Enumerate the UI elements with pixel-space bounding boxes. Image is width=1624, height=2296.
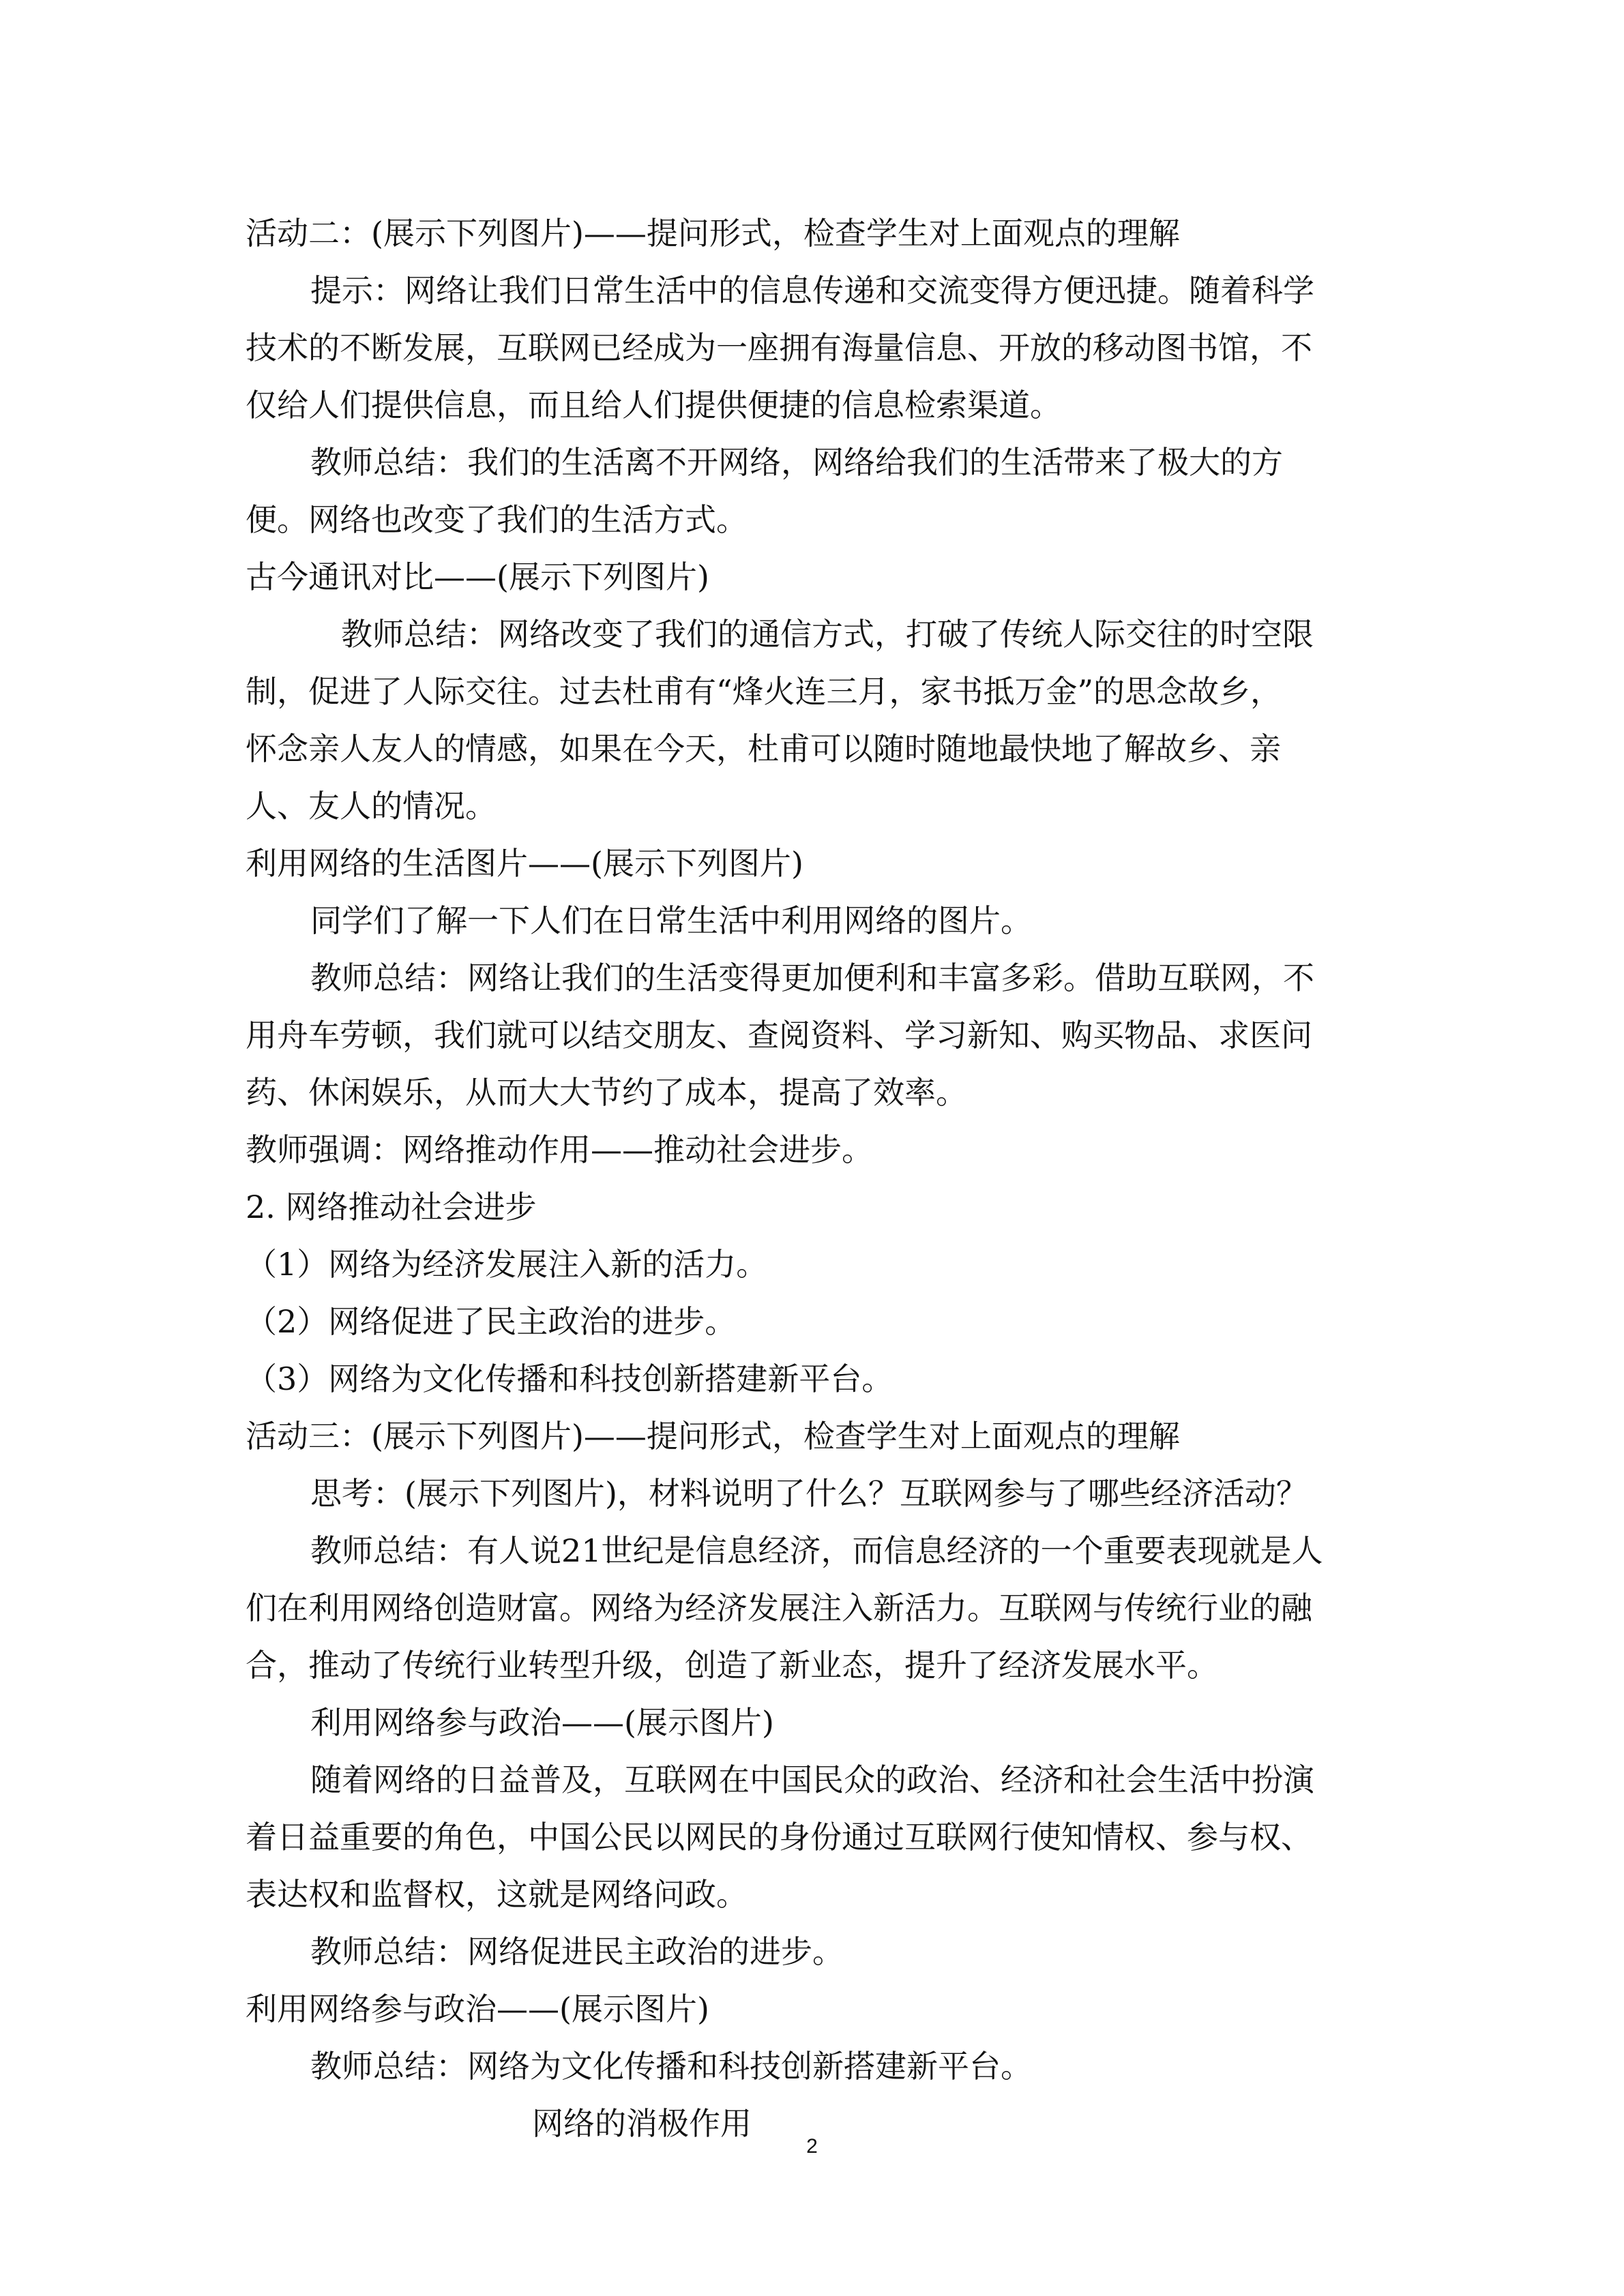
text-line: 提示：网络让我们日常生活中的信息传递和交流变得方便迅捷。随着科学 (310, 272, 1314, 309)
text-line: 古今通讯对比——(展示下列图片) (246, 558, 709, 595)
text-line: 教师总结：网络让我们的生活变得更加便利和丰富多彩。借助互联网，不 (310, 959, 1314, 996)
text-line: 教师总结：网络改变了我们的通信方式，打破了传统人际交往的时空限 (341, 616, 1314, 653)
text-line: 随着网络的日益普及，互联网在中国民众的政治、经济和社会生活中扮演 (310, 1761, 1314, 1798)
text-line: 药、休闲娱乐，从而大大节约了成本，提高了效率。 (246, 1074, 967, 1111)
text-line: 教师总结：网络为文化传播和科技创新搭建新平台。 (310, 2048, 1032, 2085)
text-line: 教师强调：网络推动作用——推动社会进步。 (246, 1131, 873, 1168)
text-line: 们在利用网络创造财富。网络为经济发展注入新活力。互联网与传统行业的融 (246, 1590, 1312, 1626)
text-line: 利用网络参与政治——(展示图片) (246, 1991, 709, 2027)
text-line: 网络的消极作用 (532, 2105, 752, 2142)
text-line: 利用网络的生活图片——(展示下列图片) (246, 845, 803, 882)
text-line: 2. 网络推动社会进步 (246, 1189, 537, 1225)
text-line: 合，推动了传统行业转型升级，创造了新业态，提升了经济发展水平。 (246, 1647, 1218, 1684)
text-line: （3）网络为文化传播和科技创新搭建新平台。 (246, 1360, 894, 1397)
text-line: 教师总结：我们的生活离不开网络，网络给我们的生活带来了极大的方 (310, 444, 1283, 481)
text-line: 技术的不断发展，互联网已经成为一座拥有海量信息、开放的移动图书馆，不 (246, 329, 1312, 366)
text-line: 怀念亲人友人的情感，如果在今天，杜甫可以随时随地最快地了解故乡、亲 (246, 730, 1281, 767)
text-line: 着日益重要的角色，中国公民以网民的身份通过互联网行使知情权、参与权、 (246, 1819, 1312, 1855)
text-line: 活动三：(展示下列图片)——提问形式，检查学生对上面观点的理解 (246, 1418, 1180, 1455)
document-body (246, 205, 1381, 2152)
text-line: 人、友人的情况。 (246, 788, 497, 824)
text-line: 利用网络参与政治——(展示图片) (310, 1704, 774, 1741)
text-line: 教师总结：网络促进民主政治的进步。 (310, 1933, 844, 1970)
text-line: 表达权和监督权，这就是网络问政。 (246, 1876, 748, 1913)
text-line: 同学们了解一下人们在日常生活中利用网络的图片。 (310, 902, 1032, 939)
text-line: 教师总结：有人说21世纪是信息经济，而信息经济的一个重要表现就是人 (310, 1532, 1323, 1569)
text-line: （1）网络为经济发展注入新的活力。 (246, 1246, 768, 1283)
text-line: （2）网络促进了民主政治的进步。 (246, 1303, 737, 1340)
text-line: 活动二：(展示下列图片)——提问形式，检查学生对上面观点的理解 (246, 215, 1180, 252)
text-line: 仅给人们提供信息，而且给人们提供便捷的信息检索渠道。 (246, 387, 1061, 423)
text-line: 便。网络也改变了我们的生活方式。 (246, 501, 748, 538)
text-line: 用舟车劳顿，我们就可以结交朋友、查阅资料、学习新知、购买物品、求医问 (246, 1017, 1312, 1054)
text-line: 思考：(展示下列图片)，材料说明了什么？互联网参与了哪些经济活动？ (310, 1475, 1308, 1512)
page-number: 2 (806, 2135, 818, 2158)
text-line: 制，促进了人际交往。过去杜甫有“烽火连三月，家书抵万金”的思念故乡， (246, 673, 1282, 710)
